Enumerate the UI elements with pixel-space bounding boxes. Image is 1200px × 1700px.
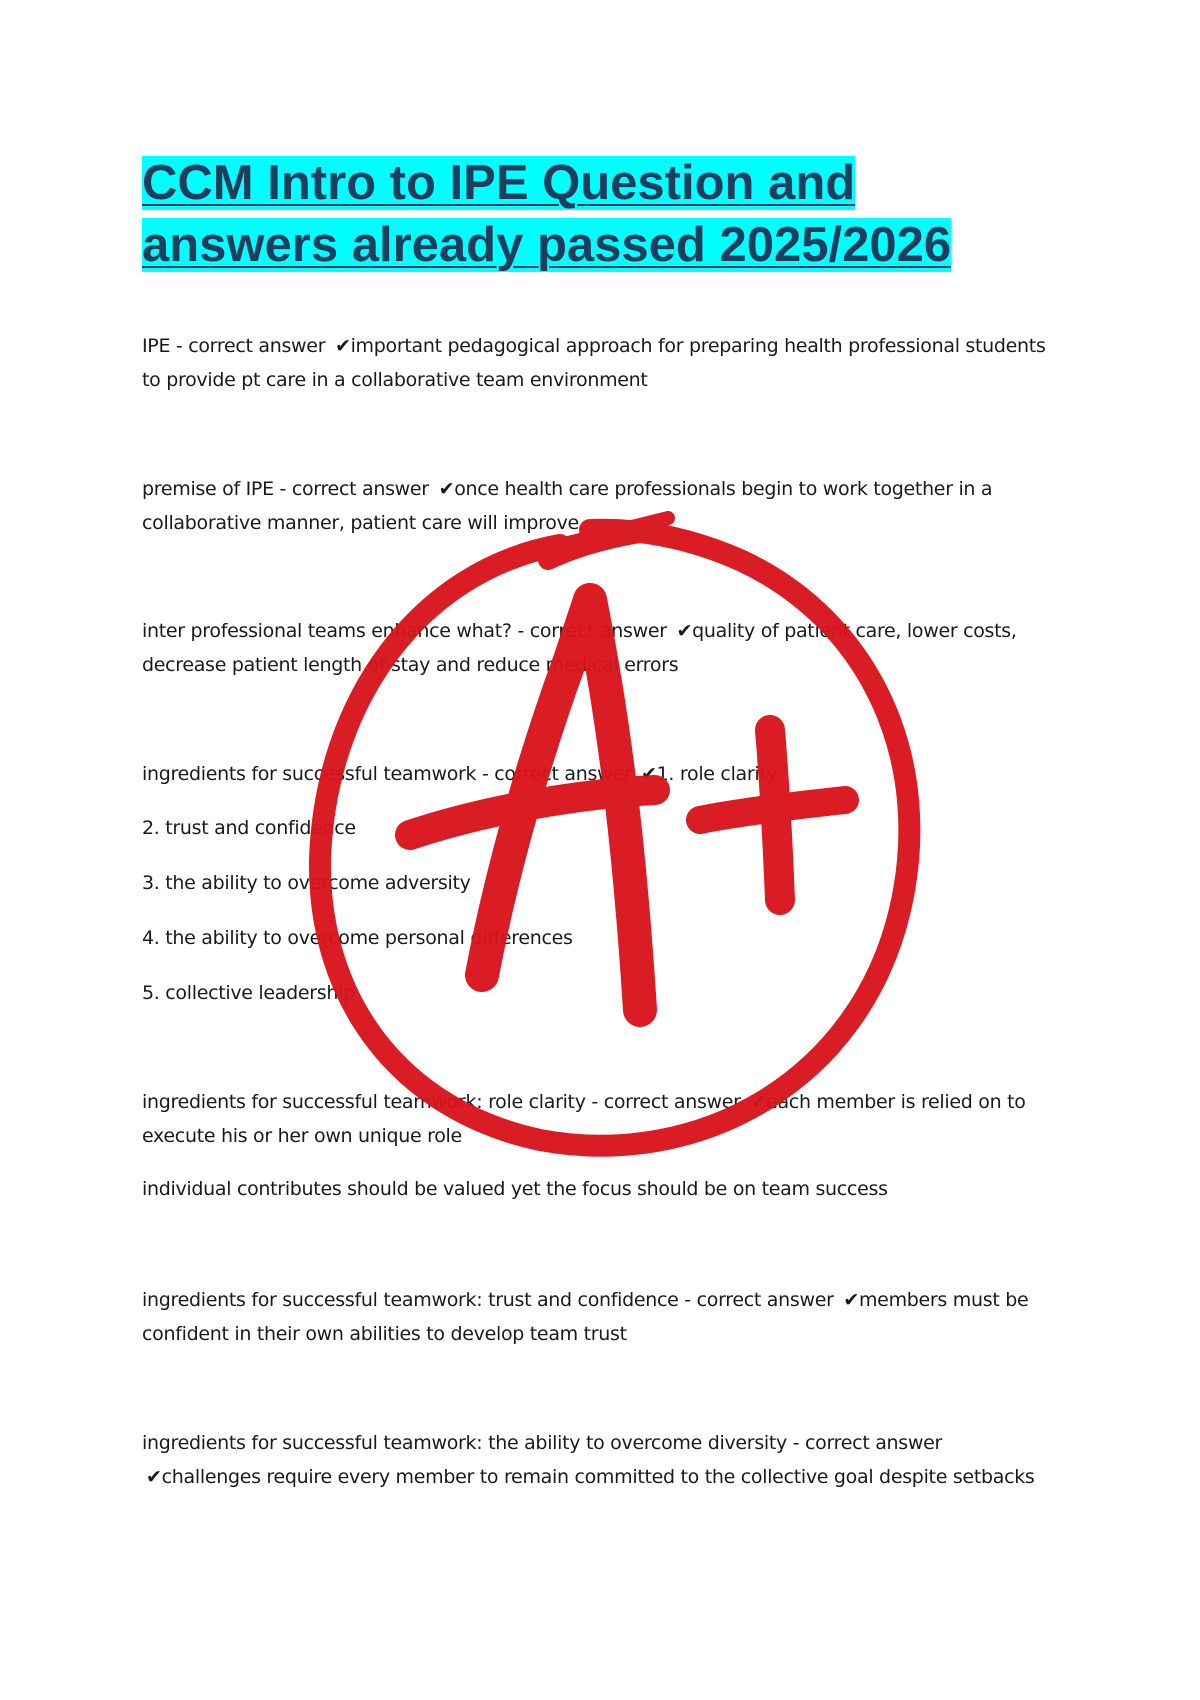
document-title <box>142 152 1022 276</box>
answer-text: once health care professionals begin to work together in a collaborative manner, patient care will improve <box>142 478 993 534</box>
answer-text: quality of patient care, lower costs, decrease patient length of stay and reduce medical errors <box>142 620 1017 676</box>
answer-separator: - correct answer <box>273 478 435 500</box>
question-term: ingredients for successful teamwork <box>142 763 477 785</box>
question-term: ingredients for successful teamwork: role clarity <box>142 1091 586 1113</box>
list-item: 5. collective leadership <box>142 982 355 1004</box>
answer-separator: - correct answer <box>585 1091 747 1113</box>
answer-text: 1. role clarity <box>656 763 778 785</box>
qa-entry <box>142 472 1062 540</box>
qa-entry <box>142 1426 1062 1494</box>
answer-separator: - correct answer <box>678 1289 840 1311</box>
answer-separator: - correct answer <box>476 763 638 785</box>
question-term: ingredients for successful teamwork: trust and confidence <box>142 1289 679 1311</box>
checkmark-icon: ✔ <box>843 1289 859 1311</box>
list-item: 2. trust and confidence <box>142 817 356 839</box>
answer-text: important pedagogical approach for preparing health professional students to provide pt care in a collaborative team environment <box>142 335 1046 391</box>
question-term: IPE <box>142 335 171 357</box>
answer-text: members must be confident in their own abilities to develop team trust <box>142 1289 1029 1345</box>
checkmark-icon: ✔ <box>750 1091 767 1113</box>
answer-separator: - correct answer <box>511 620 673 642</box>
checkmark-icon: ✔ <box>334 335 351 357</box>
question-term: ingredients for successful teamwork: the ability to overcome diversity <box>142 1432 787 1454</box>
checkmark-icon: ✔ <box>438 478 455 500</box>
list-item: 3. the ability to overcome adversity <box>142 872 471 894</box>
list-item: 4. the ability to overcome personal differences <box>142 927 573 949</box>
qa-entry <box>142 329 1062 397</box>
extra-note: individual contributes should be valued yet the focus should be on team success <box>142 1178 888 1200</box>
checkmark-icon: ✔ <box>641 763 657 785</box>
answer-text: each member is relied on to execute his or her own unique role <box>142 1091 1026 1147</box>
checkmark-icon: ✔ <box>146 1466 162 1488</box>
checkmark-icon: ✔ <box>676 620 693 642</box>
answer-separator: - correct answer <box>787 1432 943 1454</box>
qa-entry <box>142 614 1062 682</box>
question-term: inter professional teams enhance what? <box>142 620 512 642</box>
answer-separator: - correct answer <box>170 335 331 357</box>
title-line-1: CCM Intro to IPE Question and <box>142 156 856 210</box>
qa-entry <box>142 1283 1062 1351</box>
answer-text: challenges require every member to remain committed to the collective goal despite setbacks <box>161 1466 1035 1488</box>
title-line-2: answers already passed 2025/2026 <box>142 218 952 272</box>
qa-entry <box>142 757 1062 791</box>
question-term: premise of IPE <box>142 478 274 500</box>
qa-entry <box>142 1085 1062 1153</box>
